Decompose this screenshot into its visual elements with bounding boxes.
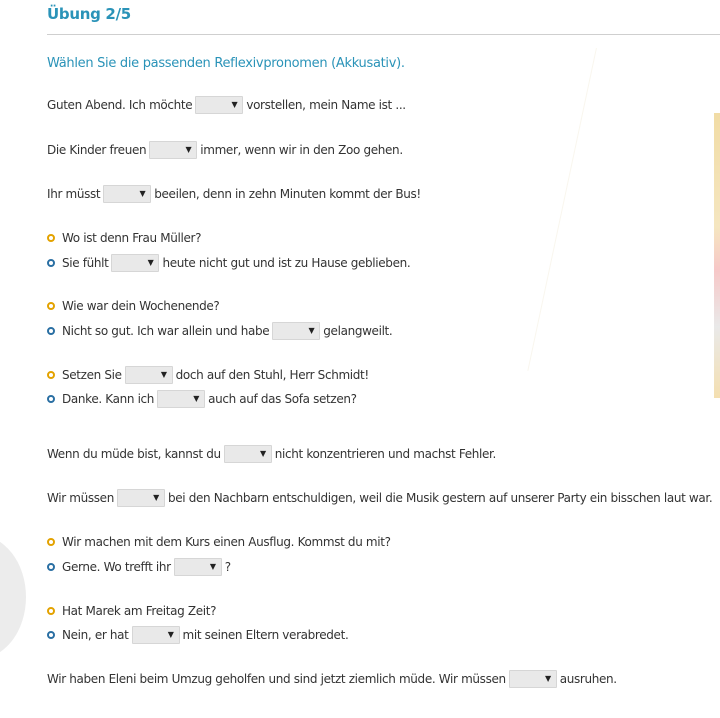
dropdown-arrow-icon: ▼ [308,326,315,335]
background-decoration [527,48,720,402]
pronoun-dropdown-3[interactable] [103,185,151,203]
dialogue-line-question [47,297,219,315]
dropdown-arrow-icon: ▼ [259,449,266,458]
dropdown-arrow-icon: ▼ [153,493,159,502]
sentence-after: ausruhen. [559,672,617,686]
header-divider [47,34,720,35]
pronoun-dropdown-9[interactable] [117,489,165,507]
sentence-before: Gerne. Wo trefft ihr [62,560,171,574]
background-circle [0,535,26,659]
dropdown-arrow-icon: ▼ [209,562,216,571]
exercise-title: Übung 2/5 [47,5,131,23]
sentence-before: Setzen Sie [62,368,122,382]
dialogue-line-question [47,533,391,551]
sentence-after: bei den Nachbarn entschuldigen, weil die Musik gestern auf unserer Party ein bisschen laut war. [167,491,713,505]
speaker-a-bullet-icon [47,302,55,310]
sentence-after: beeilen, denn in zehn Minuten kommt der Bus! [154,187,421,201]
speaker-b-bullet-icon [47,563,55,571]
sentence-after: heute nicht gut und ist zu Hause geblieben. [162,256,411,270]
sentence-before: Sie fühlt [62,256,109,270]
sentence-after: gelangweilt. [323,324,393,338]
sentence-after: ? [224,560,231,574]
dropdown-arrow-icon: ▼ [160,370,167,379]
sentence-before: Danke. Kann ich [62,392,155,406]
exercise-line-2 [47,141,403,159]
dialogue-line-question [47,602,216,620]
sentence-before: Nein, er hat [62,628,129,642]
pronoun-dropdown-7[interactable] [157,390,205,408]
dialogue-text: Wir machen mit dem Kurs einen Ausflug. Kommst du mit? [62,535,391,549]
dialogue-line-answer [47,390,357,408]
sentence-after: doch auf den Stuhl, Herr Schmidt! [175,368,369,382]
speaker-a-bullet-icon [47,538,55,546]
dialogue-line-question [47,229,201,247]
pronoun-dropdown-11[interactable] [132,626,180,644]
dropdown-arrow-icon: ▼ [139,189,146,198]
sentence-after: auch auf das Sofa setzen? [208,392,357,406]
dialogue-text: Wo ist denn Frau Müller? [62,231,202,245]
sentence-after: vorstellen, mein Name ist ... [246,98,406,112]
speaker-b-bullet-icon [47,631,55,639]
sentence-after: mit seinen Eltern verabredet. [182,628,349,642]
sentence-before: Nicht so gut. Ich war allein und habe [62,324,270,338]
sentence-before: Die Kinder freuen [47,143,147,157]
exercise-line-16 [47,670,617,688]
speaker-a-bullet-icon [47,234,55,242]
pronoun-dropdown-4[interactable] [111,254,159,272]
speaker-a-bullet-icon [47,607,55,615]
sentence-before: Guten Abend. Ich möchte [47,98,193,112]
pronoun-dropdown-5[interactable] [272,322,320,340]
dropdown-arrow-icon: ▼ [185,145,192,154]
pronoun-dropdown-10[interactable] [174,558,222,576]
exercise-line-3 [47,185,421,203]
sentence-before: Ihr müsst [47,187,101,201]
pronoun-dropdown-8[interactable] [224,445,272,463]
pronoun-dropdown-12[interactable] [509,670,557,688]
dialogue-line-answer [47,254,410,272]
exercise-line-11 [47,489,712,507]
dropdown-arrow-icon: ▼ [167,630,174,639]
speaker-a-bullet-icon [47,371,55,379]
dropdown-arrow-icon: ▼ [231,100,238,109]
sentence-before: Wir müssen [47,491,114,505]
pronoun-dropdown-2[interactable] [149,141,197,159]
dropdown-arrow-icon: ▼ [147,258,154,267]
exercise-line-1 [47,96,406,114]
dialogue-text: Hat Marek am Freitag Zeit? [62,604,217,618]
dropdown-arrow-icon: ▼ [193,394,200,403]
sentence-after: nicht konzentrieren und machst Fehler. [274,447,496,461]
sentence-before: Wir haben Eleni beim Umzug geholfen und sind jetzt ziemlich müde. Wir müssen [47,672,506,686]
dropdown-arrow-icon: ▼ [544,674,551,683]
sentence-after: immer, wenn wir in den Zoo gehen. [200,143,403,157]
speaker-b-bullet-icon [47,327,55,335]
dialogue-text: Wie war dein Wochenende? [62,299,220,313]
pronoun-dropdown-6[interactable] [125,366,173,384]
speaker-b-bullet-icon [47,395,55,403]
dialogue-line-answer [47,558,231,576]
exercise-instruction: Wählen Sie die passenden Reflexivpronomen (Akkusativ). [47,56,405,71]
dialogue-line-question [47,366,369,384]
speaker-b-bullet-icon [47,259,55,267]
side-illustration [714,113,720,398]
exercise-line-10 [47,445,496,463]
dialogue-line-answer [47,322,392,340]
dialogue-line-answer [47,626,348,644]
sentence-before: Wenn du müde bist, kannst du [47,447,221,461]
pronoun-dropdown-1[interactable] [195,96,243,114]
